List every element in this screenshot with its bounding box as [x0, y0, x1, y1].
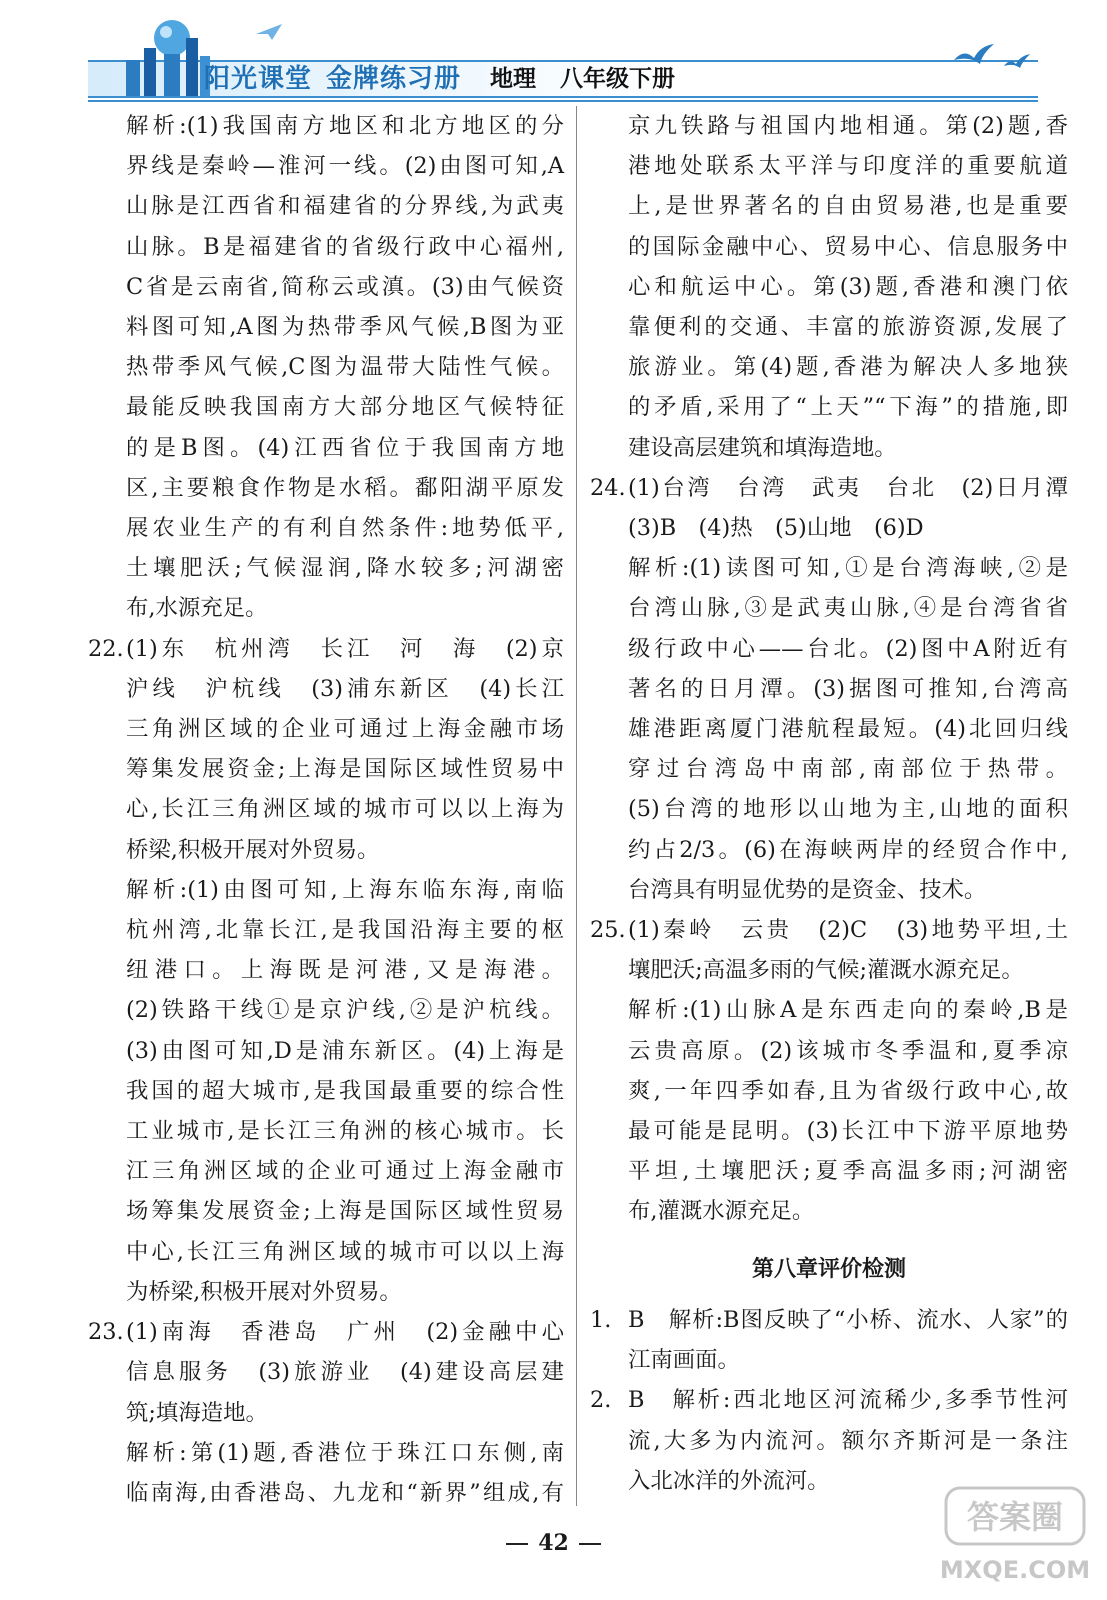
question-22	[88, 629, 564, 1312]
header-rule	[88, 100, 1038, 102]
answer-line: 流,大多为内流河。额尔齐斯河是一条注	[628, 1427, 1068, 1454]
watermark-logo	[940, 1480, 1090, 1590]
text-line: 布,水源充足。	[126, 595, 268, 622]
question-24	[590, 468, 1068, 910]
answer-line: 筹集发展资金;上海是国际区域性贸易中	[126, 756, 564, 783]
text-line: C省是云南省,简称云或滇。(3)由气候资	[126, 273, 564, 300]
watermark-site-text: MXQE.COM	[940, 1556, 1090, 1584]
book-subject	[490, 60, 699, 93]
text-line: 区,主要粮食作物是水稻。鄱阳湖平原发	[126, 474, 564, 501]
text-line: 热带季风气候,C图为温带大陆性气候。	[126, 354, 564, 381]
analysis-line: 临南海,由香港岛、九龙和“新界”组成,有	[126, 1479, 564, 1506]
page-number-value: 42	[538, 1530, 569, 1556]
answer-line: 筑;填海造地。	[126, 1399, 268, 1426]
analysis-line: 解析:(1)由图可知,上海东临东海,南临	[126, 876, 564, 903]
analysis-line: 台湾山脉,③是武夷山脉,④是台湾省省	[628, 595, 1068, 622]
chapter-question-1	[590, 1300, 1068, 1380]
answer-line: 入北冰洋的外流河。	[628, 1467, 830, 1494]
answer-line: (1)秦岭 云贵 (2)C (3)地势平坦,土	[628, 917, 1068, 944]
question-number: 2.	[590, 1387, 612, 1414]
right-column	[590, 106, 1068, 1501]
answer-line: 桥梁,积极开展对外贸易。	[126, 836, 380, 863]
analysis-line: 最可能是昆明。(3)长江中下游平原地势	[628, 1118, 1068, 1145]
answer-line: (1)南海 香港岛 广州 (2)金融中心	[126, 1319, 564, 1346]
text-line: 的国际金融中心、贸易中心、信息服务中	[628, 233, 1068, 260]
analysis-line: 雄港距离厦门港航程最短。(4)北回归线	[628, 716, 1068, 743]
text-line: 最能反映我国南方大部分地区气候特征	[126, 394, 564, 421]
question-number: 25.	[590, 917, 626, 944]
text-line: 展农业生产的有利自然条件:地势低平,	[126, 515, 564, 542]
analysis-line: 解析:第(1)题,香港位于珠江口东侧,南	[126, 1439, 564, 1466]
answer-line: 沪线 沪杭线 (3)浦东新区 (4)长江	[126, 675, 564, 702]
analysis-line: 布,灌溉水源充足。	[628, 1198, 815, 1225]
text-line: 旅游业。第(4)题,香港为解决人多地狭	[628, 354, 1068, 381]
text-line: 解析:(1)我国南方地区和北方地区的分	[126, 113, 564, 139]
answer-line: (3)B (4)热 (5)山地 (6)D	[628, 515, 924, 542]
text-line: 的是B图。(4)江西省位于我国南方地	[126, 434, 564, 461]
analysis-line: (5)台湾的地形以山地为主,山地的面积	[628, 796, 1068, 823]
analysis-line: 解析:(1)山脉A是东西走向的秦岭,B是	[628, 997, 1068, 1024]
subject-label: 地理	[490, 66, 536, 92]
q21-analysis	[88, 106, 564, 629]
text-line: 的矛盾,采用了“上天”“下海”的措施,即	[628, 394, 1068, 421]
analysis-line: (2)铁路干线①是京沪线,②是沪杭线。	[126, 997, 564, 1024]
page-header	[0, 0, 1107, 110]
analysis-line: 我国的超大城市,是我国最重要的综合性	[126, 1077, 564, 1104]
text-line: 上,是世界著名的自由贸易港,也是重要	[628, 193, 1068, 220]
answer-line: 壤肥沃;高温多雨的气候;灌溉水源充足。	[628, 957, 1024, 984]
answer-line: (1)台湾 台湾 武夷 台北 (2)日月潭	[628, 474, 1068, 501]
text-line: 山脉。B是福建省的省级行政中心福州,	[126, 233, 564, 260]
answer-line: 心,长江三角洲区域的城市可以以上海为	[126, 796, 564, 823]
analysis-line: 著名的日月潭。(3)据图可推知,台湾高	[628, 675, 1068, 702]
answer-line: B 解析:西北地区河流稀少,多季节性河	[628, 1387, 1068, 1414]
question-23	[88, 1312, 564, 1513]
series-title	[204, 58, 475, 95]
column-divider	[576, 106, 577, 1506]
dash-left	[506, 1543, 528, 1545]
question-number: 1.	[590, 1306, 612, 1333]
analysis-line: 爽,一年四季如春,且为省级行政中心,故	[628, 1077, 1068, 1104]
analysis-line: 中心,长江三角洲区域的城市可以以上海	[126, 1238, 564, 1265]
analysis-line: 为桥梁,积极开展对外贸易。	[126, 1278, 402, 1305]
analysis-line: 穿过台湾岛中南部,南部位于热带。	[628, 756, 1068, 783]
analysis-line: 纽港口。上海既是河港,又是海港。	[126, 957, 564, 984]
answer-line: 江南画面。	[628, 1347, 740, 1374]
text-line: 建设高层建筑和填海造地。	[628, 434, 897, 461]
dash-right	[579, 1543, 601, 1545]
text-line: 京九铁路与祖国内地相通。第(2)题,香	[628, 113, 1068, 139]
question-number: 23.	[88, 1319, 124, 1346]
text-line: 土壤肥沃;气候湿润,降水较多;河湖密	[126, 555, 564, 582]
analysis-line: 云贵高原。(2)该城市冬季温和,夏季凉	[628, 1037, 1068, 1064]
answer-line: B 解析:B图反映了“小桥、流水、人家”的	[628, 1306, 1068, 1333]
left-column	[88, 106, 564, 1513]
text-line: 料图可知,A图为热带季风气候,B图为亚	[126, 314, 564, 341]
analysis-line: 平坦,土壤肥沃;夏季高温多雨;河湖密	[628, 1158, 1068, 1185]
birds-icon	[950, 38, 1040, 78]
brand-left: 阳光课堂	[204, 64, 313, 94]
question-number: 24.	[590, 474, 626, 501]
q23-analysis-continued	[590, 106, 1068, 468]
grade-label: 八年级下册	[560, 66, 675, 92]
answer-line: 信息服务 (3)旅游业 (4)建设高层建	[126, 1359, 564, 1386]
analysis-line: (3)由图可知,D是浦东新区。(4)上海是	[126, 1037, 564, 1064]
paper-plane-icon	[254, 22, 284, 42]
analysis-line: 台湾具有明显优势的是资金、技术。	[628, 876, 987, 903]
text-line: 靠便利的交通、丰富的旅游资源,发展了	[628, 314, 1068, 341]
answer-line: (1)东 杭州湾 长江 河 海 (2)京	[126, 635, 564, 662]
analysis-line: 工业城市,是长江三角洲的核心城市。长	[126, 1118, 564, 1145]
text-line: 港地处联系太平洋与印度洋的重要航道	[628, 153, 1068, 180]
analysis-line: 江三角洲区域的企业可通过上海金融市	[126, 1158, 564, 1185]
text-line: 心和航运中心。第(3)题,香港和澳门依	[628, 273, 1068, 300]
analysis-line: 场筹集发展资金;上海是国际区域性贸易	[126, 1198, 564, 1225]
answer-line: 三角洲区域的企业可通过上海金融市场	[126, 716, 564, 743]
analysis-line: 解析:(1)读图可知,①是台湾海峡,②是	[628, 555, 1068, 582]
watermark-logo-text: 答案圈	[966, 1498, 1064, 1536]
question-number: 22.	[88, 635, 124, 662]
text-line: 界线是秦岭—淮河一线。(2)由图可知,A	[126, 153, 564, 180]
analysis-line: 杭州湾,北靠长江,是我国沿海主要的枢	[126, 917, 564, 944]
question-25	[590, 910, 1068, 1232]
text-line: 山脉是江西省和福建省的分界线,为武夷	[126, 193, 564, 220]
analysis-line: 约占2/3。(6)在海峡两岸的经贸合作中,	[628, 836, 1068, 863]
chapter-heading: 第八章评价检测	[751, 1256, 906, 1282]
brand-right: 金牌练习册	[326, 64, 462, 94]
analysis-line: 级行政中心——台北。(2)图中A附近有	[628, 635, 1068, 662]
